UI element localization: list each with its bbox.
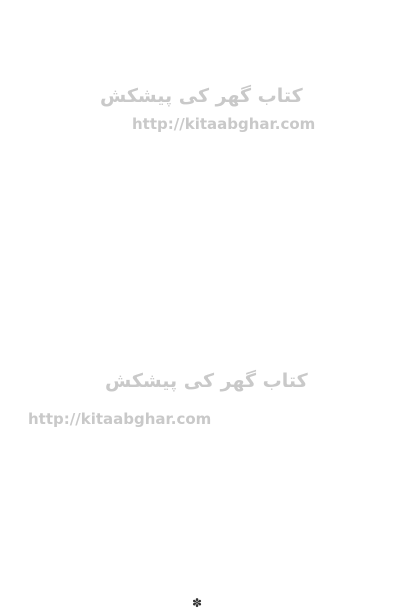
- text-line: [12, 526, 393, 546]
- watermark-url-top: http://kitaabghar.com: [132, 115, 316, 133]
- text-line: [12, 346, 393, 366]
- text-line: [12, 466, 393, 486]
- text-line: [12, 86, 393, 106]
- watermark-urdu-top: کتاب گھر کی پیشکش: [100, 85, 303, 107]
- text-line: [12, 306, 393, 326]
- text-line: [12, 406, 393, 426]
- watermark-url-middle: http://kitaabghar.com: [28, 410, 212, 428]
- text-line: [12, 66, 393, 86]
- watermark-urdu-middle: کتاب گھر کی پیشکش: [105, 370, 308, 392]
- text-line: [12, 166, 393, 186]
- text-line: [12, 6, 393, 26]
- text-line: [12, 46, 393, 66]
- text-line: [12, 486, 393, 506]
- text-line: [12, 226, 393, 246]
- page-text: [12, 6, 393, 546]
- text-line: [12, 186, 393, 206]
- text-line: [12, 446, 393, 466]
- text-line: [12, 106, 393, 126]
- text-line: [12, 146, 393, 166]
- end-ornament-icon: ✽: [192, 596, 203, 610]
- text-line: [12, 126, 393, 146]
- text-line: [12, 246, 393, 266]
- text-line: [12, 286, 393, 306]
- text-line: [12, 386, 393, 406]
- text-line: [12, 26, 393, 46]
- text-line: [12, 426, 393, 446]
- text-line: [12, 506, 393, 526]
- text-line: [12, 206, 393, 226]
- text-line: [12, 326, 393, 346]
- text-line: [12, 366, 393, 386]
- text-line: [12, 266, 393, 286]
